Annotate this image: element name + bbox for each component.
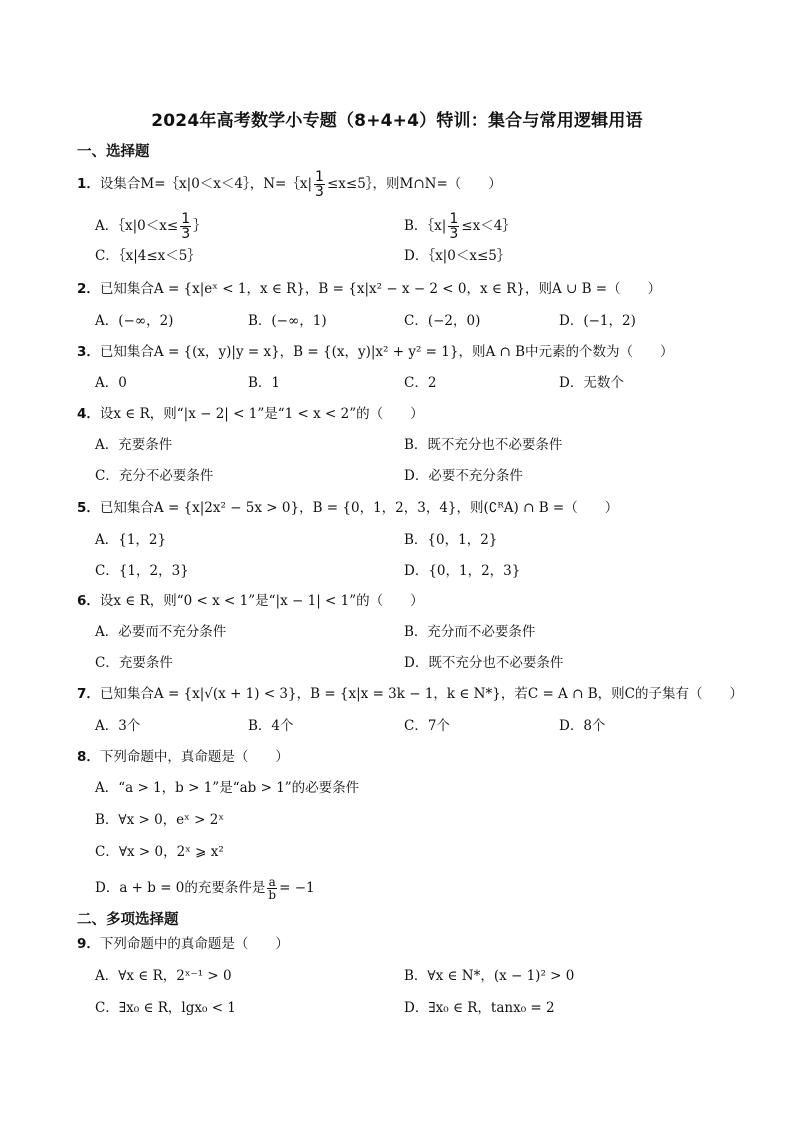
question-6-option-a: A．必要而不充分条件 (95, 624, 227, 640)
question-7-option-b: B．4个 (248, 718, 294, 734)
question-7-stem: 7．已知集合A = {x|√(x + 1) < 3}，B = {x|x = 3k − 1，k ∈ N*}，若C = A ∩ B，则C的子集有（ ） (77, 686, 743, 702)
question-6-stem: 6．设x ∈ R，则“0 < x < 1”是“|x − 1| < 1”的（ ） (77, 593, 424, 609)
question-6-option-b: B．充分而不必要条件 (404, 624, 536, 640)
question-5-option-d: D．{0，1，2，3} (404, 563, 521, 579)
question-2-option-b: B．(−∞，1) (248, 313, 327, 329)
section-heading-single-choice: 一、选择题 (77, 144, 150, 160)
question-4-option-d: D．必要不充分条件 (404, 468, 523, 484)
question-2-option-c: C．(−2，0) (404, 313, 481, 329)
question-number: 1． (77, 176, 100, 192)
question-1-option-b: B．｛x| $\frac{1}{3}$ ≤x＜4｝ (404, 211, 516, 242)
fraction: $\frac{1}{3}$ (181, 211, 191, 242)
question-9-stem: 9．下列命题中的真命题是（ ） (77, 936, 289, 952)
fraction: $\frac{1}{3}$ (449, 211, 459, 242)
question-4-stem: 4．设x ∈ R，则“|x − 2| < 1”是“1 < x < 2”的（ ） (77, 406, 424, 422)
question-3-option-b: B．1 (248, 375, 281, 391)
question-8-stem: 8．下列命题中，真命题是（ ） (77, 749, 289, 765)
page-title: 2024年高考数学小专题（8+4+4）特训：集合与常用逻辑用语 (151, 111, 643, 131)
question-7-option-d: D．8个 (559, 718, 606, 734)
question-5-option-a: A．{1，2} (95, 532, 167, 548)
question-8-option-b: B．∀x > 0，eˣ > 2ˣ (95, 812, 225, 828)
question-1-option-d: D．｛x|0＜x≤5｝ (404, 248, 511, 264)
question-1-option-c: C．｛x|4≤x＜5｝ (95, 248, 201, 264)
question-3-stem: 3．已知集合A = {(x，y)|y = x}，B = {(x，y)|x² + y² = 1}，则A ∩ B中元素的个数为（ ） (77, 344, 674, 360)
question-8-option-a: A．“a > 1，b > 1”是“ab > 1”的必要条件 (95, 780, 360, 796)
question-7-option-c: C．7个 (404, 718, 450, 734)
question-9-option-b: B．∀x ∈ N*，(x − 1)² > 0 (404, 968, 575, 984)
question-1-option-a: A．｛x|0＜x≤ $\frac{1}{3}$ ｝ (95, 211, 207, 242)
question-6-option-c: C．充要条件 (95, 655, 173, 671)
section-heading-multiple-choice: 二、多项选择题 (77, 912, 179, 928)
question-6-option-d: D．既不充分也不必要条件 (404, 655, 564, 671)
question-9-option-d: D．∃x₀ ∈ R，tanx₀ = 2 (404, 1000, 555, 1016)
question-3-option-a: A．0 (95, 375, 127, 391)
question-2-option-a: A．(−∞，2) (95, 313, 174, 329)
question-3-option-c: C．2 (404, 375, 437, 391)
question-5-option-b: B．{0，1，2} (404, 532, 498, 548)
question-5-option-c: C．{1，2，3} (95, 563, 189, 579)
question-8-option-d: D．a + b = 0的充要条件是 $\frac{a}{b}$ = −1 (95, 875, 315, 902)
question-4-option-c: C．充分不必要条件 (95, 468, 214, 484)
fraction: $\frac{a}{b}$ (268, 875, 277, 902)
question-3-option-d: D．无数个 (559, 375, 624, 391)
question-7-option-a: A．3个 (95, 718, 141, 734)
question-4-option-b: B．既不充分也不必要条件 (404, 437, 563, 453)
question-1-stem: 1．设集合M=｛x|0＜x＜4｝，N=｛x| $\frac{1}{3}$ ≤x≤5｝，则M∩N=（ ） (77, 169, 502, 200)
question-8-option-c: C．∀x > 0，2ˣ ⩾ x² (95, 844, 224, 860)
question-9-option-c: C．∃x₀ ∈ R，lgx₀ < 1 (95, 1000, 236, 1016)
fraction: $\frac{1}{3}$ (315, 169, 324, 200)
question-2-stem: 2．已知集合A = {x|eˣ < 1，x ∈ R}，B = {x|x² − x − 2 < 0，x ∈ R}，则A ∪ B =（ ） (77, 281, 662, 297)
question-2-option-d: D．(−1，2) (559, 313, 636, 329)
question-5-stem: 5．已知集合A = {x|2x² − 5x > 0}，B = {0，1，2，3，4}，则(∁ᴿA) ∩ B =（ ） (77, 500, 619, 516)
question-4-option-a: A．充要条件 (95, 437, 173, 453)
question-9-option-a: A．∀x ∈ R，2ˣ⁻¹ > 0 (95, 968, 232, 984)
